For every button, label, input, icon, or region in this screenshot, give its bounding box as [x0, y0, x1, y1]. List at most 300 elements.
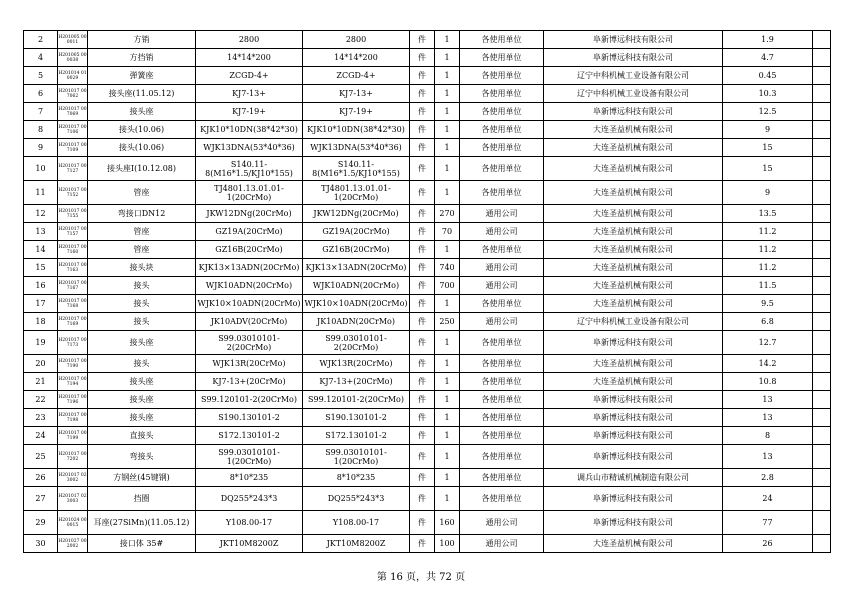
table-row	[24, 31, 831, 49]
unit-price-cell: 9	[723, 181, 813, 205]
unit-cell: 件	[410, 121, 435, 139]
quantity-cell: 160	[435, 511, 460, 535]
row-number-cell: 4	[24, 49, 58, 67]
row-number-cell: 29	[24, 511, 58, 535]
department-cell: 各使用单位	[460, 49, 544, 67]
table-row	[24, 331, 831, 355]
row-number-cell: 6	[24, 85, 58, 103]
row-number-cell: 14	[24, 241, 58, 259]
material-code-cell: H201017 007155	[58, 205, 88, 223]
material-name-cell: 接头	[88, 277, 196, 295]
supplier-cell: 大连圣益机械有限公司	[544, 223, 723, 241]
spec-model-cell: KJ7-13+(20CrMo)	[196, 373, 303, 391]
unit-cell: 件	[410, 67, 435, 85]
department-cell: 各使用单位	[460, 391, 544, 409]
blank-cell-cell	[813, 511, 831, 535]
row-number-cell: 8	[24, 121, 58, 139]
quantity-cell: 100	[435, 535, 460, 553]
supplier-cell: 阜新博远科技有限公司	[544, 31, 723, 49]
blank-cell-cell	[813, 535, 831, 553]
material-name-cell: 弹簧座	[88, 67, 196, 85]
table-row	[24, 391, 831, 409]
unit-cell: 件	[410, 139, 435, 157]
department-cell: 各使用单位	[460, 373, 544, 391]
material-code-cell: H201017 007196	[58, 391, 88, 409]
material-name-cell: 方挡销	[88, 49, 196, 67]
material-name-cell: 接头(10.06)	[88, 121, 196, 139]
spec-model-cell: WJK10×10ADN(20CrMo)	[196, 295, 303, 313]
material-name-cell: 接头	[88, 295, 196, 313]
unit-price-cell: 13	[723, 409, 813, 427]
supplier-cell: 辽宁中科机械工业设备有限公司	[544, 67, 723, 85]
blank-cell-cell	[813, 85, 831, 103]
spec-model-alt-cell: S99.03010101-2(20CrMo)	[303, 331, 410, 355]
material-name-cell: 耳座(27SiMn)(11.05.12)	[88, 511, 196, 535]
spec-model-alt-cell: WJK10ADN(20CrMo)	[303, 277, 410, 295]
spec-model-alt-cell: S190.130101-2	[303, 409, 410, 427]
row-number-cell: 2	[24, 31, 58, 49]
material-code-cell: H201027 002002	[58, 535, 88, 553]
blank-cell-cell	[813, 355, 831, 373]
table-row	[24, 181, 831, 205]
table-row	[24, 487, 831, 511]
material-code-cell: H201017 007199	[58, 427, 88, 445]
page-number: 第 16 页，共 72 页	[376, 572, 466, 583]
table-row	[24, 49, 831, 67]
parts-table	[23, 30, 831, 553]
quantity-cell: 1	[435, 331, 460, 355]
quantity-cell: 1	[435, 391, 460, 409]
spec-model-alt-cell: GZ19A(20CrMo)	[303, 223, 410, 241]
department-cell: 各使用单位	[460, 469, 544, 487]
unit-cell: 件	[410, 277, 435, 295]
unit-cell: 件	[410, 49, 435, 67]
supplier-cell: 调兵山市精诚机械制造有限公司	[544, 469, 723, 487]
table-row	[24, 157, 831, 181]
material-code-cell: H201017 023002	[58, 469, 88, 487]
department-cell: 各使用单位	[460, 67, 544, 85]
material-code-cell: H201017 007163	[58, 259, 88, 277]
row-number-cell: 25	[24, 445, 58, 469]
blank-cell-cell	[813, 259, 831, 277]
spec-model-cell: 14*14*200	[196, 49, 303, 67]
department-cell: 各使用单位	[460, 85, 544, 103]
supplier-cell: 阜新博远科技有限公司	[544, 487, 723, 511]
material-code-cell: H201017 007160	[58, 241, 88, 259]
supplier-cell: 大连圣益机械有限公司	[544, 241, 723, 259]
unit-price-cell: 13	[723, 391, 813, 409]
row-number-cell: 26	[24, 469, 58, 487]
spec-model-cell: 8*10*235	[196, 469, 303, 487]
row-number-cell: 24	[24, 427, 58, 445]
quantity-cell: 1	[435, 445, 460, 469]
material-name-cell: 接口体 35#	[88, 535, 196, 553]
department-cell: 各使用单位	[460, 241, 544, 259]
unit-price-cell: 10.8	[723, 373, 813, 391]
material-name-cell: 管座	[88, 223, 196, 241]
spec-model-cell: JK10ADV(20CrMo)	[196, 313, 303, 331]
unit-price-cell: 9	[723, 121, 813, 139]
material-name-cell: 接头座(11.05.12)	[88, 85, 196, 103]
material-code-cell: H201017 007202	[58, 445, 88, 469]
table-row	[24, 121, 831, 139]
blank-cell-cell	[813, 391, 831, 409]
material-code-cell: H201017 007167	[58, 277, 88, 295]
spec-model-alt-cell: WJK13R(20CrMo)	[303, 355, 410, 373]
unit-price-cell: 10.3	[723, 85, 813, 103]
department-cell: 通用公司	[460, 259, 544, 277]
spec-model-alt-cell: 2800	[303, 31, 410, 49]
material-code-cell: H201024 000015	[58, 511, 88, 535]
supplier-cell: 辽宁中科机械工业设备有限公司	[544, 85, 723, 103]
blank-cell-cell	[813, 469, 831, 487]
spec-model-alt-cell: ZCGD-4+	[303, 67, 410, 85]
quantity-cell: 1	[435, 469, 460, 487]
supplier-cell: 大连圣益机械有限公司	[544, 295, 723, 313]
quantity-cell: 250	[435, 313, 460, 331]
spec-model-cell: ZCGD-4+	[196, 67, 303, 85]
table-row	[24, 277, 831, 295]
unit-cell: 件	[410, 511, 435, 535]
blank-cell-cell	[813, 409, 831, 427]
unit-price-cell: 11.2	[723, 241, 813, 259]
unit-price-cell: 26	[723, 535, 813, 553]
unit-cell: 件	[410, 331, 435, 355]
spec-model-alt-cell: JK10ADN(20CrMo)	[303, 313, 410, 331]
blank-cell-cell	[813, 331, 831, 355]
supplier-cell: 阜新博远科技有限公司	[544, 511, 723, 535]
unit-cell: 件	[410, 487, 435, 511]
quantity-cell: 1	[435, 103, 460, 121]
quantity-cell: 1	[435, 181, 460, 205]
spec-model-alt-cell: S172.130101-2	[303, 427, 410, 445]
row-number-cell: 12	[24, 205, 58, 223]
unit-cell: 件	[410, 223, 435, 241]
spec-model-cell: KJK10*10DN(38*42*30)	[196, 121, 303, 139]
blank-cell-cell	[813, 427, 831, 445]
department-cell: 各使用单位	[460, 157, 544, 181]
row-number-cell: 30	[24, 535, 58, 553]
quantity-cell: 1	[435, 373, 460, 391]
material-code-cell: H201017 007109	[58, 139, 88, 157]
quantity-cell: 270	[435, 205, 460, 223]
unit-cell: 件	[410, 373, 435, 391]
unit-price-cell: 15	[723, 157, 813, 181]
department-cell: 各使用单位	[460, 355, 544, 373]
material-code-cell: H201017 007152	[58, 181, 88, 205]
spec-model-cell: S99.03010101-2(20CrMo)	[196, 331, 303, 355]
blank-cell-cell	[813, 295, 831, 313]
spec-model-alt-cell: WJK13DNA(53*40*36)	[303, 139, 410, 157]
spec-model-alt-cell: TJ4801.13.01.01-1(20CrMo)	[303, 181, 410, 205]
quantity-cell: 1	[435, 157, 460, 181]
unit-price-cell: 15	[723, 139, 813, 157]
table-row	[24, 373, 831, 391]
table-row	[24, 241, 831, 259]
unit-price-cell: 77	[723, 511, 813, 535]
row-number-cell: 15	[24, 259, 58, 277]
material-name-cell: 弯接头	[88, 445, 196, 469]
material-code-cell: H201005 000011	[58, 31, 88, 49]
blank-cell-cell	[813, 67, 831, 85]
unit-price-cell: 13	[723, 445, 813, 469]
unit-cell: 件	[410, 391, 435, 409]
row-number-cell: 20	[24, 355, 58, 373]
quantity-cell: 1	[435, 409, 460, 427]
row-number-cell: 11	[24, 181, 58, 205]
supplier-cell: 阜新博远科技有限公司	[544, 331, 723, 355]
supplier-cell: 辽宁中科机械工业设备有限公司	[544, 313, 723, 331]
blank-cell-cell	[813, 205, 831, 223]
material-name-cell: 方钢丝(45键钢)	[88, 469, 196, 487]
unit-price-cell: 12.7	[723, 331, 813, 355]
department-cell: 通用公司	[460, 313, 544, 331]
unit-cell: 件	[410, 181, 435, 205]
unit-price-cell: 11.2	[723, 259, 813, 277]
department-cell: 通用公司	[460, 535, 544, 553]
unit-price-cell: 12.5	[723, 103, 813, 121]
table-row	[24, 445, 831, 469]
unit-cell: 件	[410, 157, 435, 181]
unit-cell: 件	[410, 313, 435, 331]
material-code-cell: H201017 007173	[58, 331, 88, 355]
spec-model-cell: KJ7-13+	[196, 85, 303, 103]
department-cell: 通用公司	[460, 511, 544, 535]
spec-model-alt-cell: KJ7-13+(20CrMo)	[303, 373, 410, 391]
material-name-cell: 接头座	[88, 373, 196, 391]
supplier-cell: 阜新博远科技有限公司	[544, 391, 723, 409]
table-row	[24, 427, 831, 445]
material-name-cell: 接头座	[88, 409, 196, 427]
spec-model-alt-cell: GZ16B(20CrMo)	[303, 241, 410, 259]
blank-cell-cell	[813, 181, 831, 205]
quantity-cell: 70	[435, 223, 460, 241]
supplier-cell: 大连圣益机械有限公司	[544, 181, 723, 205]
row-number-cell: 16	[24, 277, 58, 295]
table-row	[24, 205, 831, 223]
row-number-cell: 7	[24, 103, 58, 121]
spec-model-alt-cell: 14*14*200	[303, 49, 410, 67]
department-cell: 各使用单位	[460, 409, 544, 427]
supplier-cell: 阜新博远科技有限公司	[544, 445, 723, 469]
material-code-cell: H201017 007127	[58, 157, 88, 181]
quantity-cell: 740	[435, 259, 460, 277]
unit-price-cell: 1.9	[723, 31, 813, 49]
unit-price-cell: 8	[723, 427, 813, 445]
unit-cell: 件	[410, 241, 435, 259]
unit-cell: 件	[410, 85, 435, 103]
spec-model-alt-cell: JKW12DNg(20CrMo)	[303, 205, 410, 223]
blank-cell-cell	[813, 121, 831, 139]
material-code-cell: H201017 023003	[58, 487, 88, 511]
blank-cell-cell	[813, 277, 831, 295]
department-cell: 各使用单位	[460, 487, 544, 511]
blank-cell-cell	[813, 31, 831, 49]
unit-cell: 件	[410, 427, 435, 445]
spec-model-alt-cell: KJ7-19+	[303, 103, 410, 121]
table-row	[24, 223, 831, 241]
material-name-cell: 挡圈	[88, 487, 196, 511]
unit-cell: 件	[410, 355, 435, 373]
spec-model-alt-cell: 8*10*235	[303, 469, 410, 487]
department-cell: 通用公司	[460, 223, 544, 241]
unit-price-cell: 2.8	[723, 469, 813, 487]
material-code-cell: H201017 007062	[58, 85, 88, 103]
row-number-cell: 19	[24, 331, 58, 355]
spec-model-cell: S172.130101-2	[196, 427, 303, 445]
spec-model-cell: KJK13×13ADN(20CrMo)	[196, 259, 303, 277]
spec-model-alt-cell: WJK10×10ADN(20CrMo)	[303, 295, 410, 313]
supplier-cell: 大连圣益机械有限公司	[544, 277, 723, 295]
unit-price-cell: 11.5	[723, 277, 813, 295]
spec-model-cell: TJ4801.13.01.01-1(20CrMo)	[196, 181, 303, 205]
unit-price-cell: 13.5	[723, 205, 813, 223]
table-row	[24, 85, 831, 103]
row-number-cell: 18	[24, 313, 58, 331]
supplier-cell: 大连圣益机械有限公司	[544, 259, 723, 277]
unit-cell: 件	[410, 31, 435, 49]
material-name-cell: 方销	[88, 31, 196, 49]
department-cell: 各使用单位	[460, 427, 544, 445]
blank-cell-cell	[813, 487, 831, 511]
material-name-cell: 接头块	[88, 259, 196, 277]
material-code-cell: H201017 007194	[58, 373, 88, 391]
table-row	[24, 313, 831, 331]
row-number-cell: 21	[24, 373, 58, 391]
spec-model-alt-cell: KJK13×13ADN(20CrMo)	[303, 259, 410, 277]
unit-cell: 件	[410, 409, 435, 427]
unit-cell: 件	[410, 295, 435, 313]
row-number-cell: 5	[24, 67, 58, 85]
quantity-cell: 1	[435, 241, 460, 259]
spec-model-alt-cell: S140.11-8(M16*1.5/KJ10*155)	[303, 157, 410, 181]
blank-cell-cell	[813, 313, 831, 331]
material-name-cell: 直接头	[88, 427, 196, 445]
supplier-cell: 阜新博远科技有限公司	[544, 409, 723, 427]
material-code-cell: H201017 007169	[58, 313, 88, 331]
spec-model-alt-cell: KJK10*10DN(38*42*30)	[303, 121, 410, 139]
spec-model-alt-cell: S99.120101-2(20CrMo)	[303, 391, 410, 409]
spec-model-cell: JKT10M8200Z	[196, 535, 303, 553]
department-cell: 各使用单位	[460, 139, 544, 157]
department-cell: 通用公司	[460, 277, 544, 295]
spec-model-alt-cell: KJ7-13+	[303, 85, 410, 103]
unit-price-cell: 4.7	[723, 49, 813, 67]
spec-model-alt-cell: Y108.00-17	[303, 511, 410, 535]
table-row	[24, 469, 831, 487]
supplier-cell: 大连圣益机械有限公司	[544, 139, 723, 157]
row-number-cell: 9	[24, 139, 58, 157]
spec-model-cell: DQ255*243*3	[196, 487, 303, 511]
department-cell: 各使用单位	[460, 121, 544, 139]
spec-model-alt-cell: DQ255*243*3	[303, 487, 410, 511]
table-row	[24, 67, 831, 85]
supplier-cell: 阜新博远科技有限公司	[544, 427, 723, 445]
material-name-cell: 弯接口DN12	[88, 205, 196, 223]
blank-cell-cell	[813, 373, 831, 391]
table-row	[24, 511, 831, 535]
material-name-cell: 接头座	[88, 103, 196, 121]
material-name-cell: 接头座	[88, 391, 196, 409]
spec-model-cell: WJK10ADN(20CrMo)	[196, 277, 303, 295]
supplier-cell: 阜新博远科技有限公司	[544, 103, 723, 121]
row-number-cell: 27	[24, 487, 58, 511]
supplier-cell: 大连圣益机械有限公司	[544, 121, 723, 139]
spec-model-cell: S190.130101-2	[196, 409, 303, 427]
material-name-cell: 接头	[88, 355, 196, 373]
quantity-cell: 1	[435, 121, 460, 139]
blank-cell-cell	[813, 49, 831, 67]
spec-model-cell: GZ19A(20CrMo)	[196, 223, 303, 241]
blank-cell-cell	[813, 157, 831, 181]
quantity-cell: 1	[435, 49, 460, 67]
material-name-cell: 管座	[88, 241, 196, 259]
material-name-cell: 接头座	[88, 331, 196, 355]
table-row	[24, 409, 831, 427]
department-cell: 各使用单位	[460, 295, 544, 313]
unit-price-cell: 9.5	[723, 295, 813, 313]
quantity-cell: 1	[435, 487, 460, 511]
department-cell: 各使用单位	[460, 331, 544, 355]
material-name-cell: 接头(10.06)	[88, 139, 196, 157]
supplier-cell: 大连圣益机械有限公司	[544, 157, 723, 181]
material-code-cell: H201017 007198	[58, 409, 88, 427]
row-number-cell: 10	[24, 157, 58, 181]
quantity-cell: 1	[435, 67, 460, 85]
department-cell: 各使用单位	[460, 31, 544, 49]
supplier-cell: 大连圣益机械有限公司	[544, 535, 723, 553]
material-code-cell: H201014 010029	[58, 67, 88, 85]
material-name-cell: 接头	[88, 313, 196, 331]
spec-model-cell: WJK13R(20CrMo)	[196, 355, 303, 373]
material-name-cell: 接头座Ⅰ(10.12.08)	[88, 157, 196, 181]
supplier-cell: 大连圣益机械有限公司	[544, 355, 723, 373]
blank-cell-cell	[813, 139, 831, 157]
blank-cell-cell	[813, 103, 831, 121]
row-number-cell: 13	[24, 223, 58, 241]
quantity-cell: 1	[435, 85, 460, 103]
department-cell: 通用公司	[460, 205, 544, 223]
spec-model-cell: S140.11-8(M16*1.5/KJ10*155)	[196, 157, 303, 181]
blank-cell-cell	[813, 445, 831, 469]
row-number-cell: 22	[24, 391, 58, 409]
table-body	[24, 31, 831, 553]
unit-cell: 件	[410, 259, 435, 277]
quantity-cell: 700	[435, 277, 460, 295]
quantity-cell: 1	[435, 31, 460, 49]
row-number-cell: 17	[24, 295, 58, 313]
quantity-cell: 1	[435, 355, 460, 373]
spec-model-cell: 2800	[196, 31, 303, 49]
spec-model-cell: Y108.00-17	[196, 511, 303, 535]
unit-cell: 件	[410, 103, 435, 121]
table-row	[24, 295, 831, 313]
department-cell: 各使用单位	[460, 181, 544, 205]
department-cell: 各使用单位	[460, 103, 544, 121]
spec-model-cell: GZ16B(20CrMo)	[196, 241, 303, 259]
table-row	[24, 535, 831, 553]
supplier-cell: 阜新博远科技有限公司	[544, 49, 723, 67]
unit-price-cell: 24	[723, 487, 813, 511]
spec-model-cell: S99.03010101-1(20CrMo)	[196, 445, 303, 469]
table-row	[24, 355, 831, 373]
table-row	[24, 259, 831, 277]
table-row	[24, 139, 831, 157]
blank-cell-cell	[813, 241, 831, 259]
spec-model-alt-cell: JKT10M8200Z	[303, 535, 410, 553]
unit-price-cell: 0.45	[723, 67, 813, 85]
material-code-cell: H201017 007106	[58, 121, 88, 139]
